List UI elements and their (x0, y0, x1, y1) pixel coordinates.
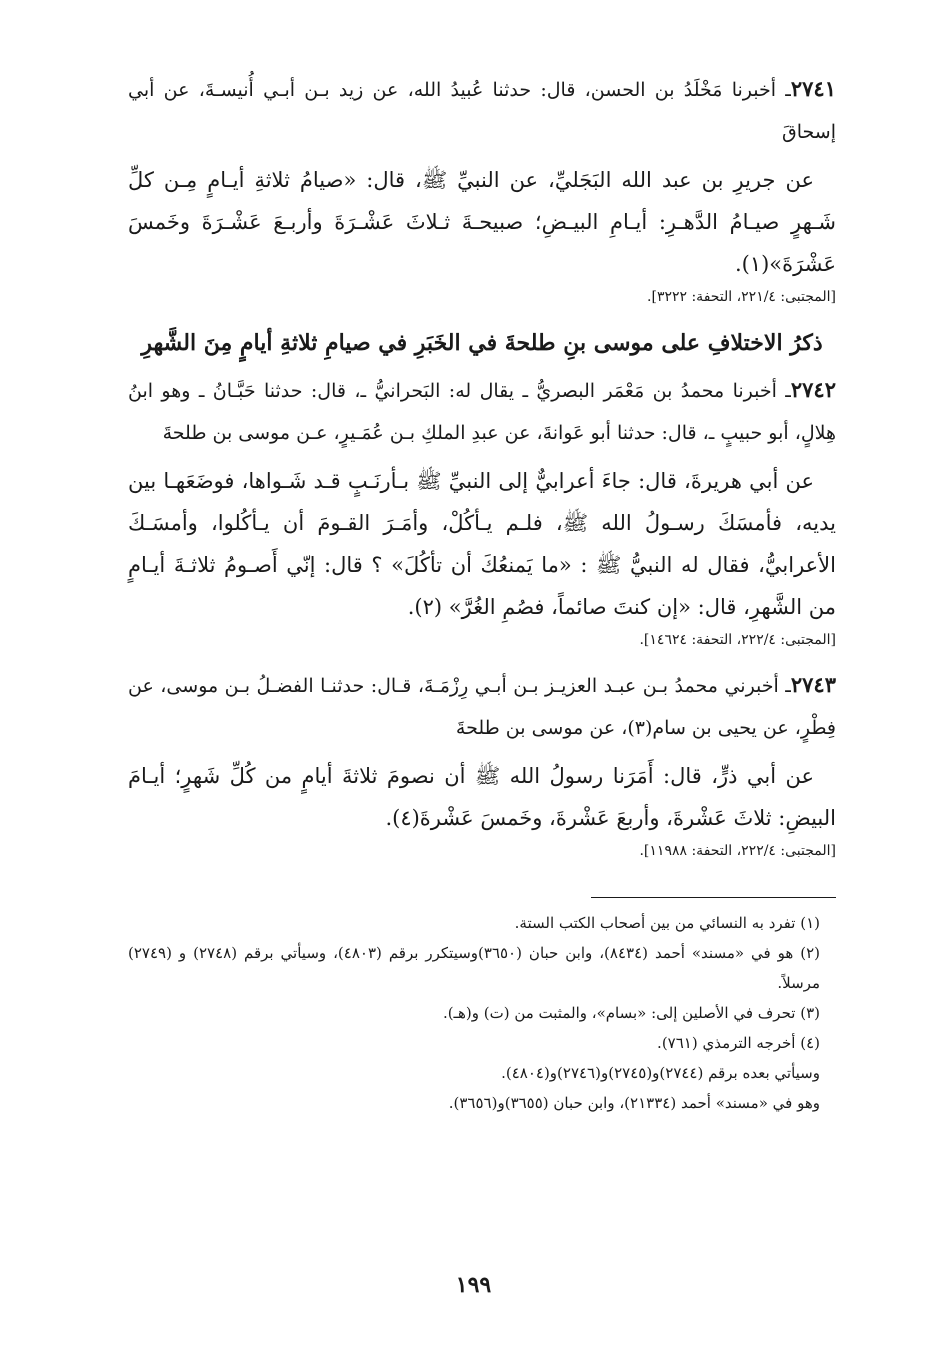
hadith-matn: عن أبي ذرٍّ، قال: أَمَرَنا رسولُ الله ﷺ أن نصومَ ثلاثةَ أيامٍ من كُلِّ شَهرٍ؛ أيـامَ البيضِ: ثلاثَ عَشْرةَ، وأربعَ عَشْرةَ، وخَمسَ عَشْرةَ(٤). (128, 764, 836, 830)
isnad-text: ـ أخبرنا محمدُ بن مَعْمَر البصريُّ ـ يقال له: البَحرانيُّ ـ، قال: حدثنا حَبَّـانُ ـ وهو ابنُ هِلالٍ، أبو حبيبٍ ـ، قال: حدثنا أبو عَوانةَ، عن عبدِ الملكِ بـن عُمَـيرٍ، عـن موسى بن طلحةَ (128, 380, 836, 444)
footnote: (١) تفرد به النسائي من بين أصحاب الكتب الستة. (514, 914, 820, 932)
hadith-isnad (128, 68, 836, 153)
hadith-isnad (128, 664, 836, 749)
hadith-reference: [المجتبى: ٢٢١/٤، التحفة: ٣٢٢٢]. (647, 289, 836, 305)
hadith-number: ٢٧٤٣ (790, 672, 836, 697)
page-number: ١٩٩ (455, 1272, 492, 1298)
footnote: (٢) هو في «مسند» أحمد (٨٤٣٤)، وابن حبان (٣٦٥٠)وسيتكرر برقم (٤٨٠٣)، وسيأتي برقم (٢٧٤٨) و (٢٧٤٩) مرسلاً. (128, 944, 820, 992)
hadith-matn: عن جريرِ بن عبد الله البَجَليِّ، عن النبيِّ ﷺ، قال: «صيامُ ثلاثةِ أيـامٍ مِـن كلِّ شَـهرٍ صيـامُ الدَّهـرِ: أيـامِ البيـضِ؛ صبيحـةَ ثـلاثَ عَشْـرَةَ وأربـعَ عَشْـرَةَ وخَمسَ عَشْرَةَ»(١). (128, 168, 836, 276)
hadith-reference: [المجتبى: ٢٢٢/٤، التحفة: ١١٩٨٨]. (639, 843, 836, 859)
footnote: (٤) أخرجه الترمذي (٧٦١). (657, 1034, 820, 1052)
hadith-matn: عن أبي هريرةَ، قال: جاءَ أعرابيٌّ إلى النبيِّ ﷺ بـأرنَـبٍ قـد شَـواها، فوضَعَهـا بين يديه، فأمسَكَ رسـولُ الله ﷺ، فلـم يـأكُلْ، وأمَـرَ القـومَ أن يـأكُلوا، وأمسَـكَ الأعرابيُّ، فقال له النبيُّ ﷺ : «ما يَمنعُكَ أن تأكُلَ» ؟ قال: إنّي أَصـومُ ثلاثـةَ أيـامٍ من الشَّهرِ، قال: «إن كنتَ صائماً، فصُمِ الغُرَّ» (٢). (128, 469, 836, 619)
page-body (128, 68, 836, 1118)
footnote: وسيأتي بعده برقم (٢٧٤٤)و(٢٧٤٥)و(٢٧٤٦)و(٤٨٠٤). (501, 1064, 820, 1082)
hadith-isnad (128, 369, 836, 454)
isnad-text: ـ أخبرنا مَخْلَدُ بن الحسن، قال: حدثنا عُبيدُ الله، عن زيد بـن أبـي أُنيسـةَ، عن أبي إسحاقَ (128, 79, 836, 143)
hadith-number: ٢٧٤٢ (790, 377, 836, 402)
chapter-heading: ذكرُ الاختلافِ على موسى بنِ طلحةَ في الخَبَرِ في صيامِ ثلاثةِ أيامٍ مِنَ الشَّهرِ (141, 330, 823, 356)
hadith-reference: [المجتبى: ٢٢٢/٤، التحفة: ١٤٦٢٤]. (639, 632, 836, 648)
footnote-separator (591, 897, 836, 898)
footnote: وهو في «مسند» أحمد (٢١٣٣٤)، وابن حبان (٣٦٥٥)و(٣٦٥٦). (448, 1094, 820, 1112)
footnote: (٣) تحرف في الأصلين إلى: «بسام»، والمثبت من (ت) و(هـ). (442, 1004, 820, 1022)
hadith-number: ٢٧٤١ (790, 76, 836, 101)
isnad-text: ـ أخبرني محمدُ بـن عبـد العزيـز بـن أبـي رِزْمَـةَ، قـال: حدثنـا الفضـلُ بـن موسى، عن فِطْرٍ، عن يحيى بن سام(٣)، عن موسى بن طلحةَ (128, 675, 836, 739)
